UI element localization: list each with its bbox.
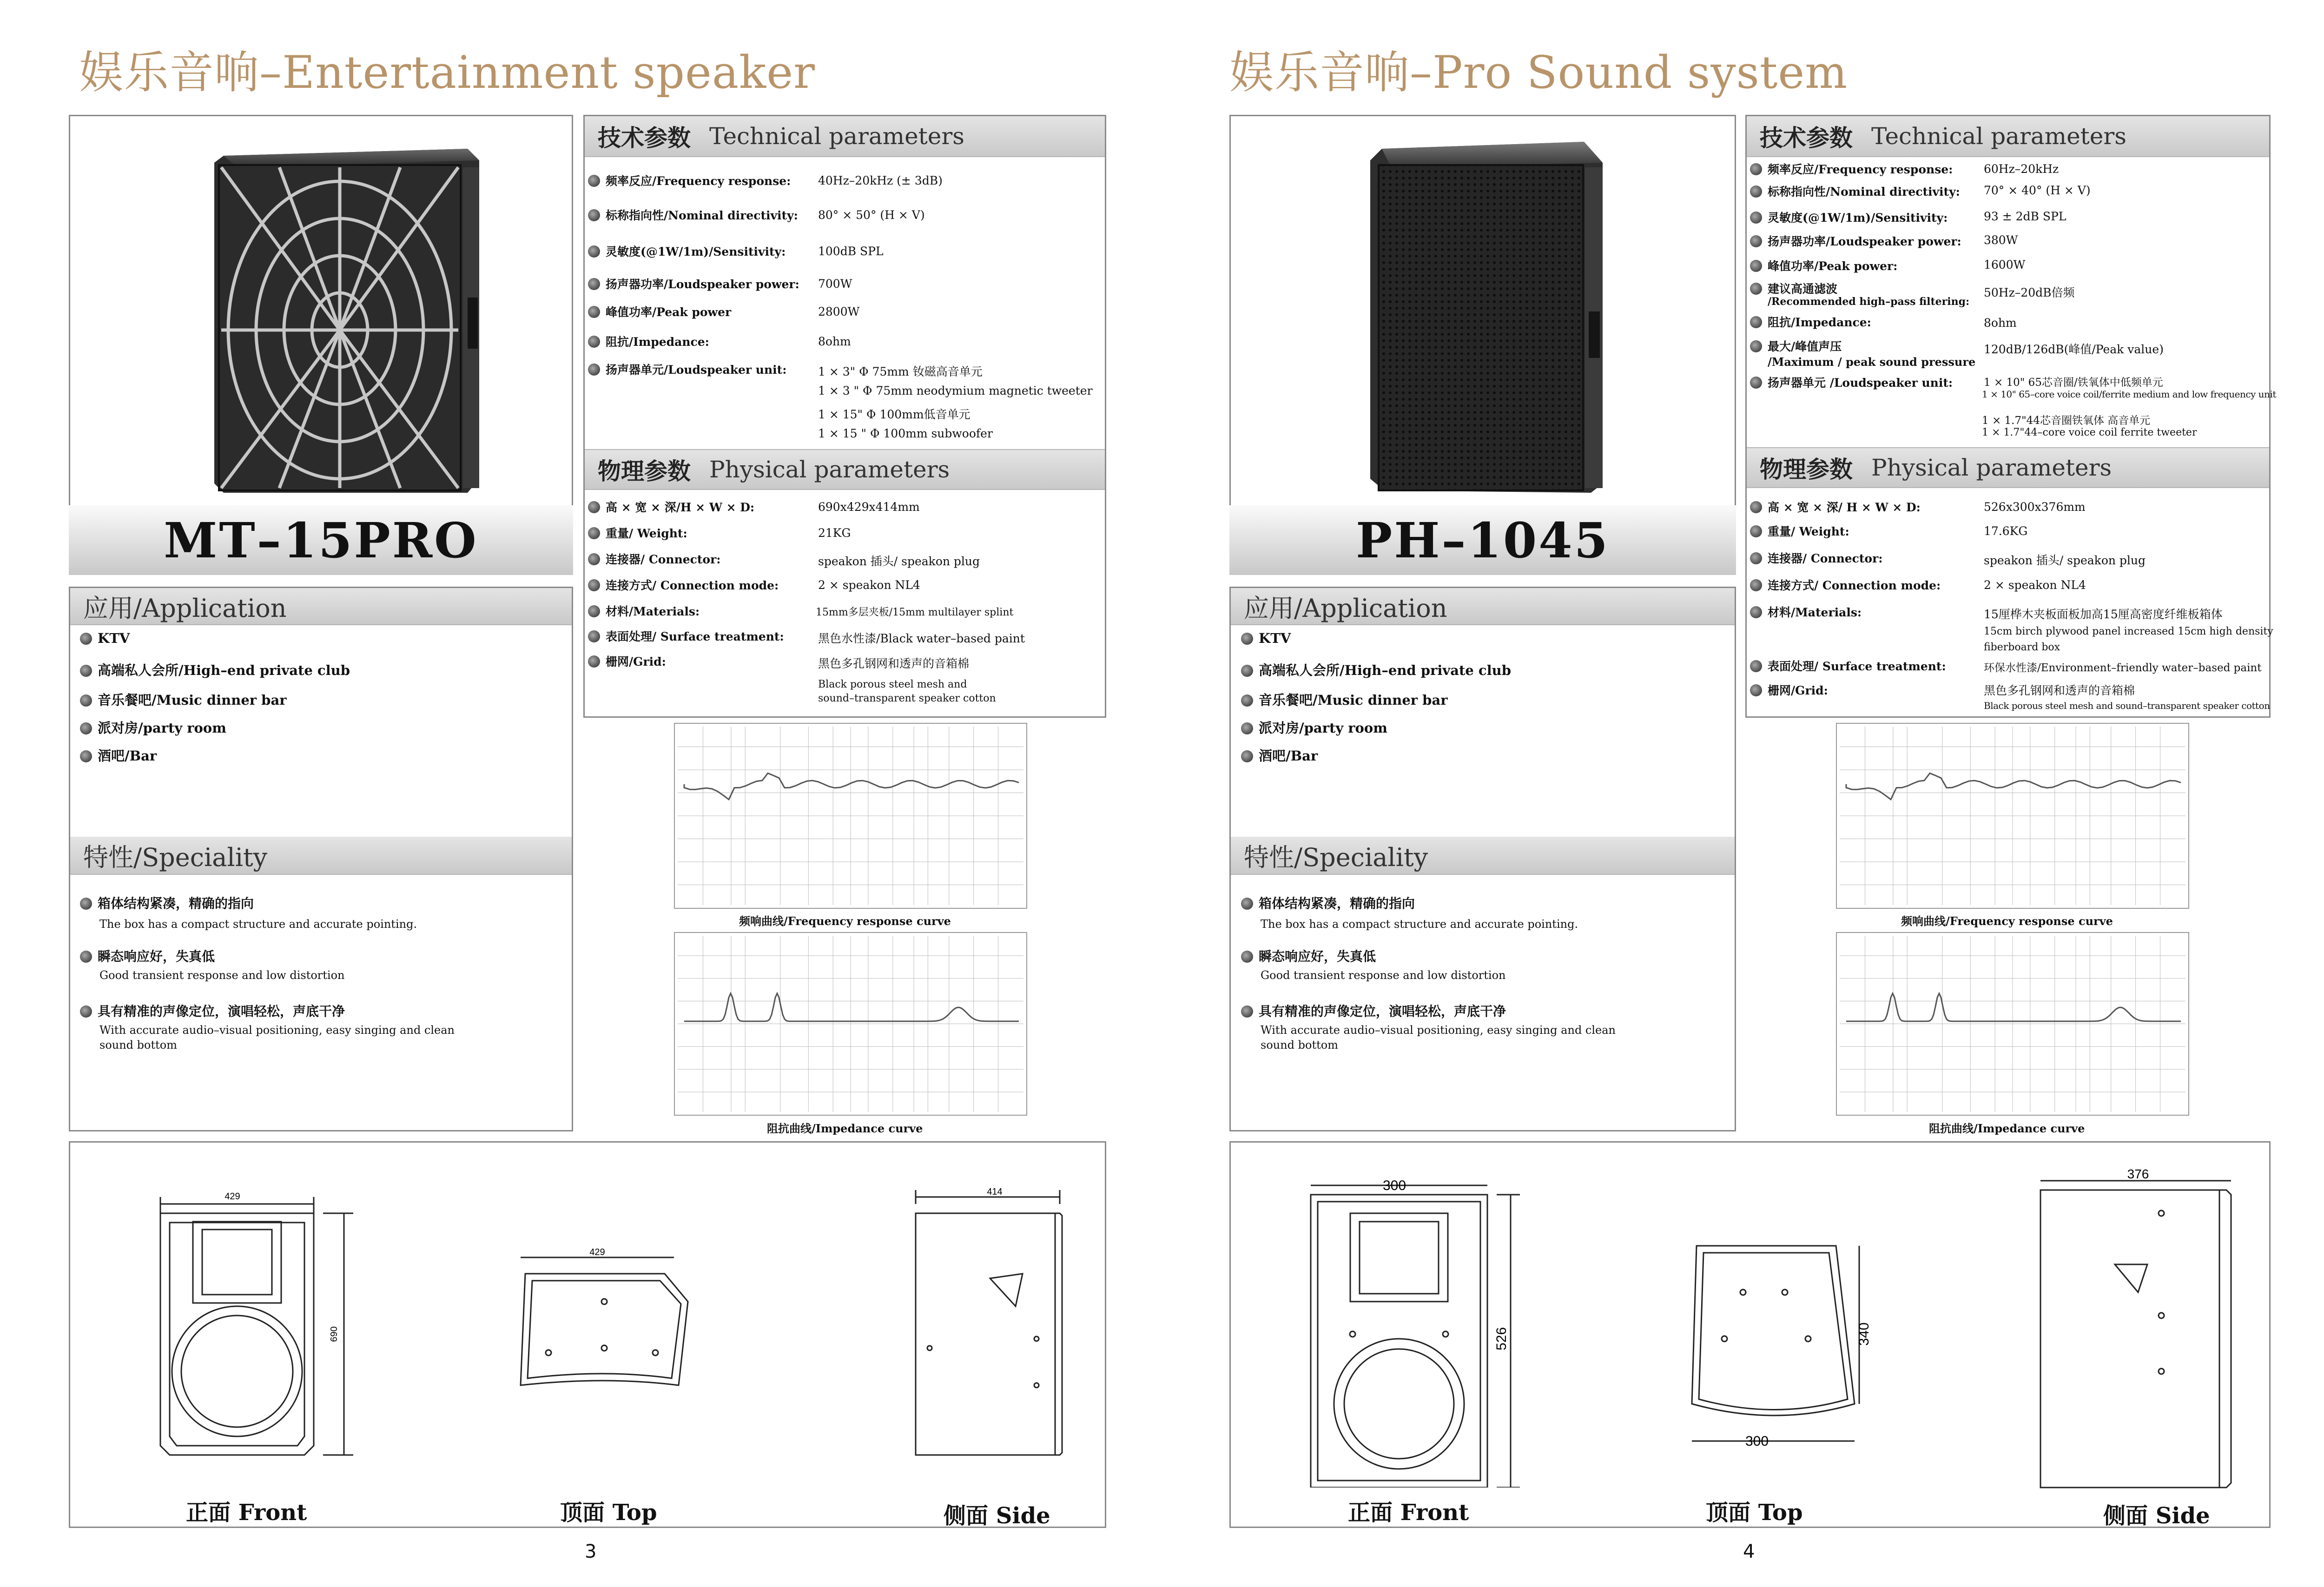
speciality-item-desc: The box has a compact structure and accurate pointing. bbox=[99, 918, 417, 931]
impedance-curve bbox=[1846, 993, 2181, 1021]
phys-row: 重量/ Weight: bbox=[1750, 522, 1849, 539]
app-item: 酒吧/Bar bbox=[1241, 746, 1318, 765]
front-height-dim-right: 526 bbox=[1494, 1327, 1509, 1351]
front-height-dim-left: 690 bbox=[329, 1326, 339, 1342]
phys-row: 连接器/ Connector: bbox=[1750, 549, 1883, 566]
view-label-top-left: 顶面 Top bbox=[560, 1500, 657, 1526]
phys-value: 黑色多孔钢网和透声的音箱棉 bbox=[818, 657, 970, 670]
front-view-drawing-right bbox=[1301, 1171, 1525, 1488]
impedance-chart-right bbox=[1836, 932, 2189, 1116]
top-view-drawing-left bbox=[511, 1246, 706, 1395]
app-item: 音乐餐吧/Music dinner bar bbox=[80, 690, 287, 709]
tech-row: 灵敏度(@1W/1m)/Sensitivity: bbox=[1750, 209, 1948, 225]
phys-value: speakon 插头/ speakon plug bbox=[818, 555, 980, 568]
phys-value: 黑色多孔钢网和透声的音箱棉 bbox=[1984, 684, 2135, 697]
tech-row: 扬声器功率/Loudspeaker power: bbox=[588, 275, 799, 292]
phys-value: sound–transparent speaker cotton bbox=[818, 693, 996, 704]
app-item: 音乐餐吧/Music dinner bar bbox=[1241, 690, 1448, 709]
front-view-drawing-left bbox=[149, 1185, 381, 1474]
phys-row: 高 × 宽 × 深/ H × W × D: bbox=[1750, 498, 1921, 515]
phys-value: 526x300x376mm bbox=[1984, 500, 2086, 514]
view-label-front-right: 正面 Front bbox=[1348, 1500, 1469, 1526]
tech-row: 标称指向性/Nominal directivity: bbox=[588, 206, 798, 223]
impedance-curve bbox=[684, 993, 1019, 1021]
physical-heading-left: 物理参数 Physical parameters bbox=[585, 449, 1105, 490]
tech-row: 建议高通滤波 bbox=[1750, 280, 1837, 297]
tech-value: 1600W bbox=[1984, 258, 2026, 271]
view-label-side-right: 侧面 Side bbox=[2103, 1503, 2210, 1529]
model-name-left: MT–15PRO bbox=[69, 505, 573, 575]
tech-value: 1 × 3 " Φ 75mm neodymium magnetic tweeter bbox=[818, 384, 1093, 397]
phys-value: 15厘桦木夹板面板加高15厘高密度纤维板箱体 bbox=[1984, 608, 2223, 621]
app-item: 高端私人会所/High–end private club bbox=[80, 660, 350, 679]
phys-value: 2 × speakon NL4 bbox=[1984, 578, 2086, 592]
phys-value: 15cm birch plywood panel increased 15cm high density bbox=[1984, 626, 2273, 637]
speciality-item-title: 瞬态响应好，失真低 bbox=[80, 946, 215, 965]
tech-value: 1 × 1.7"44–core voice coil ferrite tweeter bbox=[1982, 427, 2197, 438]
phys-row: 连接方式/ Connection mode: bbox=[1750, 576, 1941, 593]
page-title-right: 娱乐音响–Pro Sound system bbox=[1229, 46, 1848, 99]
tech-value: 100dB SPL bbox=[818, 245, 884, 258]
phys-row: 连接器/ Connector: bbox=[588, 550, 721, 567]
impedance-caption-right: 阻抗曲线/Impedance curve bbox=[1929, 1122, 2085, 1135]
app-item: KTV bbox=[80, 630, 130, 646]
phys-row: 材料/Materials: bbox=[1750, 603, 1862, 620]
model-name-right: PH–1045 bbox=[1229, 505, 1736, 575]
tech-row: 阻抗/Impedance: bbox=[1750, 313, 1871, 330]
app-item: 派对房/party room bbox=[80, 718, 226, 737]
app-item: 派对房/party room bbox=[1241, 718, 1387, 737]
application-heading-left: 应用/Application bbox=[70, 588, 572, 625]
physical-heading-right: 物理参数 Physical parameters bbox=[1747, 447, 2269, 488]
top-height-dim-right: 340 bbox=[1856, 1322, 1872, 1346]
phys-value: fiberboard box bbox=[1984, 641, 2060, 653]
tech-value: 70° × 40° (H × V) bbox=[1984, 184, 2091, 197]
tech-value: 1 × 15 " Φ 100mm subwoofer bbox=[818, 427, 993, 440]
frequency-curve bbox=[684, 773, 1019, 800]
speciality-item-desc: Good transient response and low distortion bbox=[1261, 969, 1506, 982]
technical-heading-right: 技术参数 Technical parameters bbox=[1747, 116, 2269, 157]
phys-value: 环保水性漆/Environment–friendly water–based paint bbox=[1984, 662, 2262, 674]
speciality-item-title: 箱体结构紧凑，精确的指向 bbox=[1241, 893, 1415, 912]
speciality-item-title: 具有精准的声像定位，演唱轻松，声底干净 bbox=[80, 1001, 345, 1020]
speciality-item-title: 瞬态响应好，失真低 bbox=[1241, 946, 1376, 965]
tech-value: 60Hz–20kHz bbox=[1984, 162, 2059, 176]
phys-value: 690x429x414mm bbox=[818, 500, 920, 514]
side-depth-dim-right: 376 bbox=[2127, 1167, 2149, 1181]
tech-row: 频率反应/Frequency response: bbox=[1750, 160, 1953, 177]
speciality-item-title: 箱体结构紧凑，精确的指向 bbox=[80, 893, 254, 912]
tech-value: 120dB/126dB(峰值/Peak value) bbox=[1984, 343, 2164, 356]
speciality-item-desc: With accurate audio–visual positioning, easy singing and clean sound bottom bbox=[99, 1024, 455, 1051]
speciality-item-desc: The box has a compact structure and accurate pointing. bbox=[1261, 918, 1578, 931]
app-item: 高端私人会所/High–end private club bbox=[1241, 660, 1511, 679]
tech-value: 8ohm bbox=[818, 335, 851, 348]
page-title-left: 娱乐音响–Entertainment speaker bbox=[79, 46, 815, 99]
tech-label-extra: /Maximum / peak sound pressure bbox=[1768, 355, 1976, 369]
tech-value: 40Hz–20kHz (± 3dB) bbox=[818, 174, 943, 187]
view-label-side-left: 侧面 Side bbox=[944, 1503, 1050, 1529]
tech-value: 2800W bbox=[818, 305, 860, 318]
view-label-top-right: 顶面 Top bbox=[1706, 1500, 1803, 1526]
front-width-dim-left: 429 bbox=[224, 1191, 240, 1202]
speciality-item-title: 具有精准的声像定位，演唱轻松，声底干净 bbox=[1241, 1001, 1506, 1020]
tech-row: 峰值功率/Peak power: bbox=[1750, 257, 1897, 274]
tech-row: 扬声器单元 /Loudspeaker unit: bbox=[1750, 374, 1953, 390]
tech-value: 1 × 10" 65芯音圈/铁氧体中低频单元 bbox=[1984, 377, 2163, 389]
page-number-right: 4 bbox=[1743, 1541, 1755, 1562]
side-view-drawing-left bbox=[902, 1185, 1097, 1474]
frequency-response-chart-right bbox=[1836, 723, 2189, 909]
tech-row: 标称指向性/Nominal directivity: bbox=[1750, 183, 1960, 199]
impedance-chart-left bbox=[674, 932, 1027, 1116]
phys-row: 重量/ Weight: bbox=[588, 524, 687, 541]
phys-row: 栅网/Grid: bbox=[1750, 681, 1828, 698]
speaker-photo-ph1045 bbox=[1231, 116, 1735, 511]
tech-value: 8ohm bbox=[1984, 316, 2017, 330]
phys-value: Black porous steel mesh and bbox=[818, 679, 967, 690]
top-width-dim-right: 300 bbox=[1745, 1434, 1769, 1449]
phys-row: 表面处理/ Surface treatment: bbox=[588, 628, 784, 644]
side-depth-dim-left: 414 bbox=[987, 1187, 1003, 1197]
phys-value: 21KG bbox=[818, 526, 851, 540]
tech-row: 阻抗/Impedance: bbox=[588, 333, 709, 350]
tech-label-extra: /Recommended high–pass filtering: bbox=[1768, 296, 1970, 308]
speciality-item-desc: Good transient response and low distortion bbox=[99, 969, 345, 982]
side-view-drawing-right bbox=[2031, 1167, 2236, 1492]
tech-row: 灵敏度(@1W/1m)/Sensitivity: bbox=[588, 243, 786, 259]
speaker-photo-mt15pro bbox=[70, 116, 572, 511]
phys-row: 栅网/Grid: bbox=[588, 653, 666, 669]
page-number-left: 3 bbox=[585, 1541, 597, 1562]
tech-value: 1 × 10" 65–core voice coil/ferrite medium and low frequency unit bbox=[1982, 389, 2276, 400]
phys-value: speakon 插头/ speakon plug bbox=[1984, 554, 2146, 567]
app-item: 酒吧/Bar bbox=[80, 746, 157, 765]
frequency-caption-right: 频响曲线/Frequency response curve bbox=[1901, 914, 2113, 928]
phys-row: 表面处理/ Surface treatment: bbox=[1750, 657, 1946, 674]
view-label-front-left: 正面 Front bbox=[186, 1500, 307, 1526]
tech-value: 80° × 50° (H × V) bbox=[818, 208, 925, 222]
phys-row: 连接方式/ Connection mode: bbox=[588, 576, 779, 593]
phys-row: 材料/Materials: bbox=[588, 602, 700, 619]
phys-value: 15mm多层夹板/15mm multilayer splint bbox=[816, 607, 1014, 618]
impedance-caption-left: 阻抗曲线/Impedance curve bbox=[767, 1122, 923, 1135]
top-view-drawing-right bbox=[1683, 1227, 1878, 1469]
phys-value: 2 × speakon NL4 bbox=[818, 578, 920, 592]
tech-row: 扬声器单元/Loudspeaker unit: bbox=[588, 361, 786, 377]
tech-value: 1 × 1.7"44芯音圈铁氧体 高音单元 bbox=[1982, 415, 2151, 427]
frequency-caption-left: 频响曲线/Frequency response curve bbox=[739, 914, 951, 928]
tech-value: 380W bbox=[1984, 233, 2018, 247]
tech-value: 1 × 15" Φ 100mm低音单元 bbox=[818, 408, 971, 421]
front-width-dim-right: 300 bbox=[1382, 1178, 1406, 1193]
frequency-response-chart-left bbox=[674, 723, 1027, 909]
tech-value: 50Hz–20dB倍频 bbox=[1984, 286, 2075, 299]
app-item: KTV bbox=[1241, 630, 1291, 646]
tech-row: 扬声器功率/Loudspeaker power: bbox=[1750, 232, 1961, 249]
speciality-heading-right: 特性/Speciality bbox=[1231, 837, 1735, 875]
phys-value: 黑色水性漆/Black water–based paint bbox=[818, 632, 1025, 645]
tech-row: 最大/峰值声压 bbox=[1750, 337, 1842, 354]
phys-value: 17.6KG bbox=[1984, 524, 2028, 538]
tech-value: 700W bbox=[818, 277, 852, 291]
top-width-dim-left: 429 bbox=[589, 1247, 605, 1257]
application-heading-right: 应用/Application bbox=[1231, 588, 1735, 625]
tech-value: 93 ± 2dB SPL bbox=[1984, 210, 2067, 223]
frequency-curve bbox=[1846, 773, 2181, 800]
speciality-heading-left: 特性/Speciality bbox=[70, 837, 572, 875]
phys-row: 高 × 宽 × 深/H × W × D: bbox=[588, 498, 754, 515]
speciality-item-desc: With accurate audio–visual positioning, easy singing and clean sound bottom bbox=[1261, 1024, 1616, 1051]
tech-row: 频率反应/Frequency response: bbox=[588, 172, 791, 189]
tech-row: 峰值功率/Peak power bbox=[588, 303, 731, 320]
tech-value: 1 × 3" Φ 75mm 钕磁高音单元 bbox=[818, 365, 983, 378]
phys-value: Black porous steel mesh and sound–transparent speaker cotton bbox=[1984, 700, 2270, 711]
technical-heading-left: 技术参数 Technical parameters bbox=[585, 116, 1105, 157]
